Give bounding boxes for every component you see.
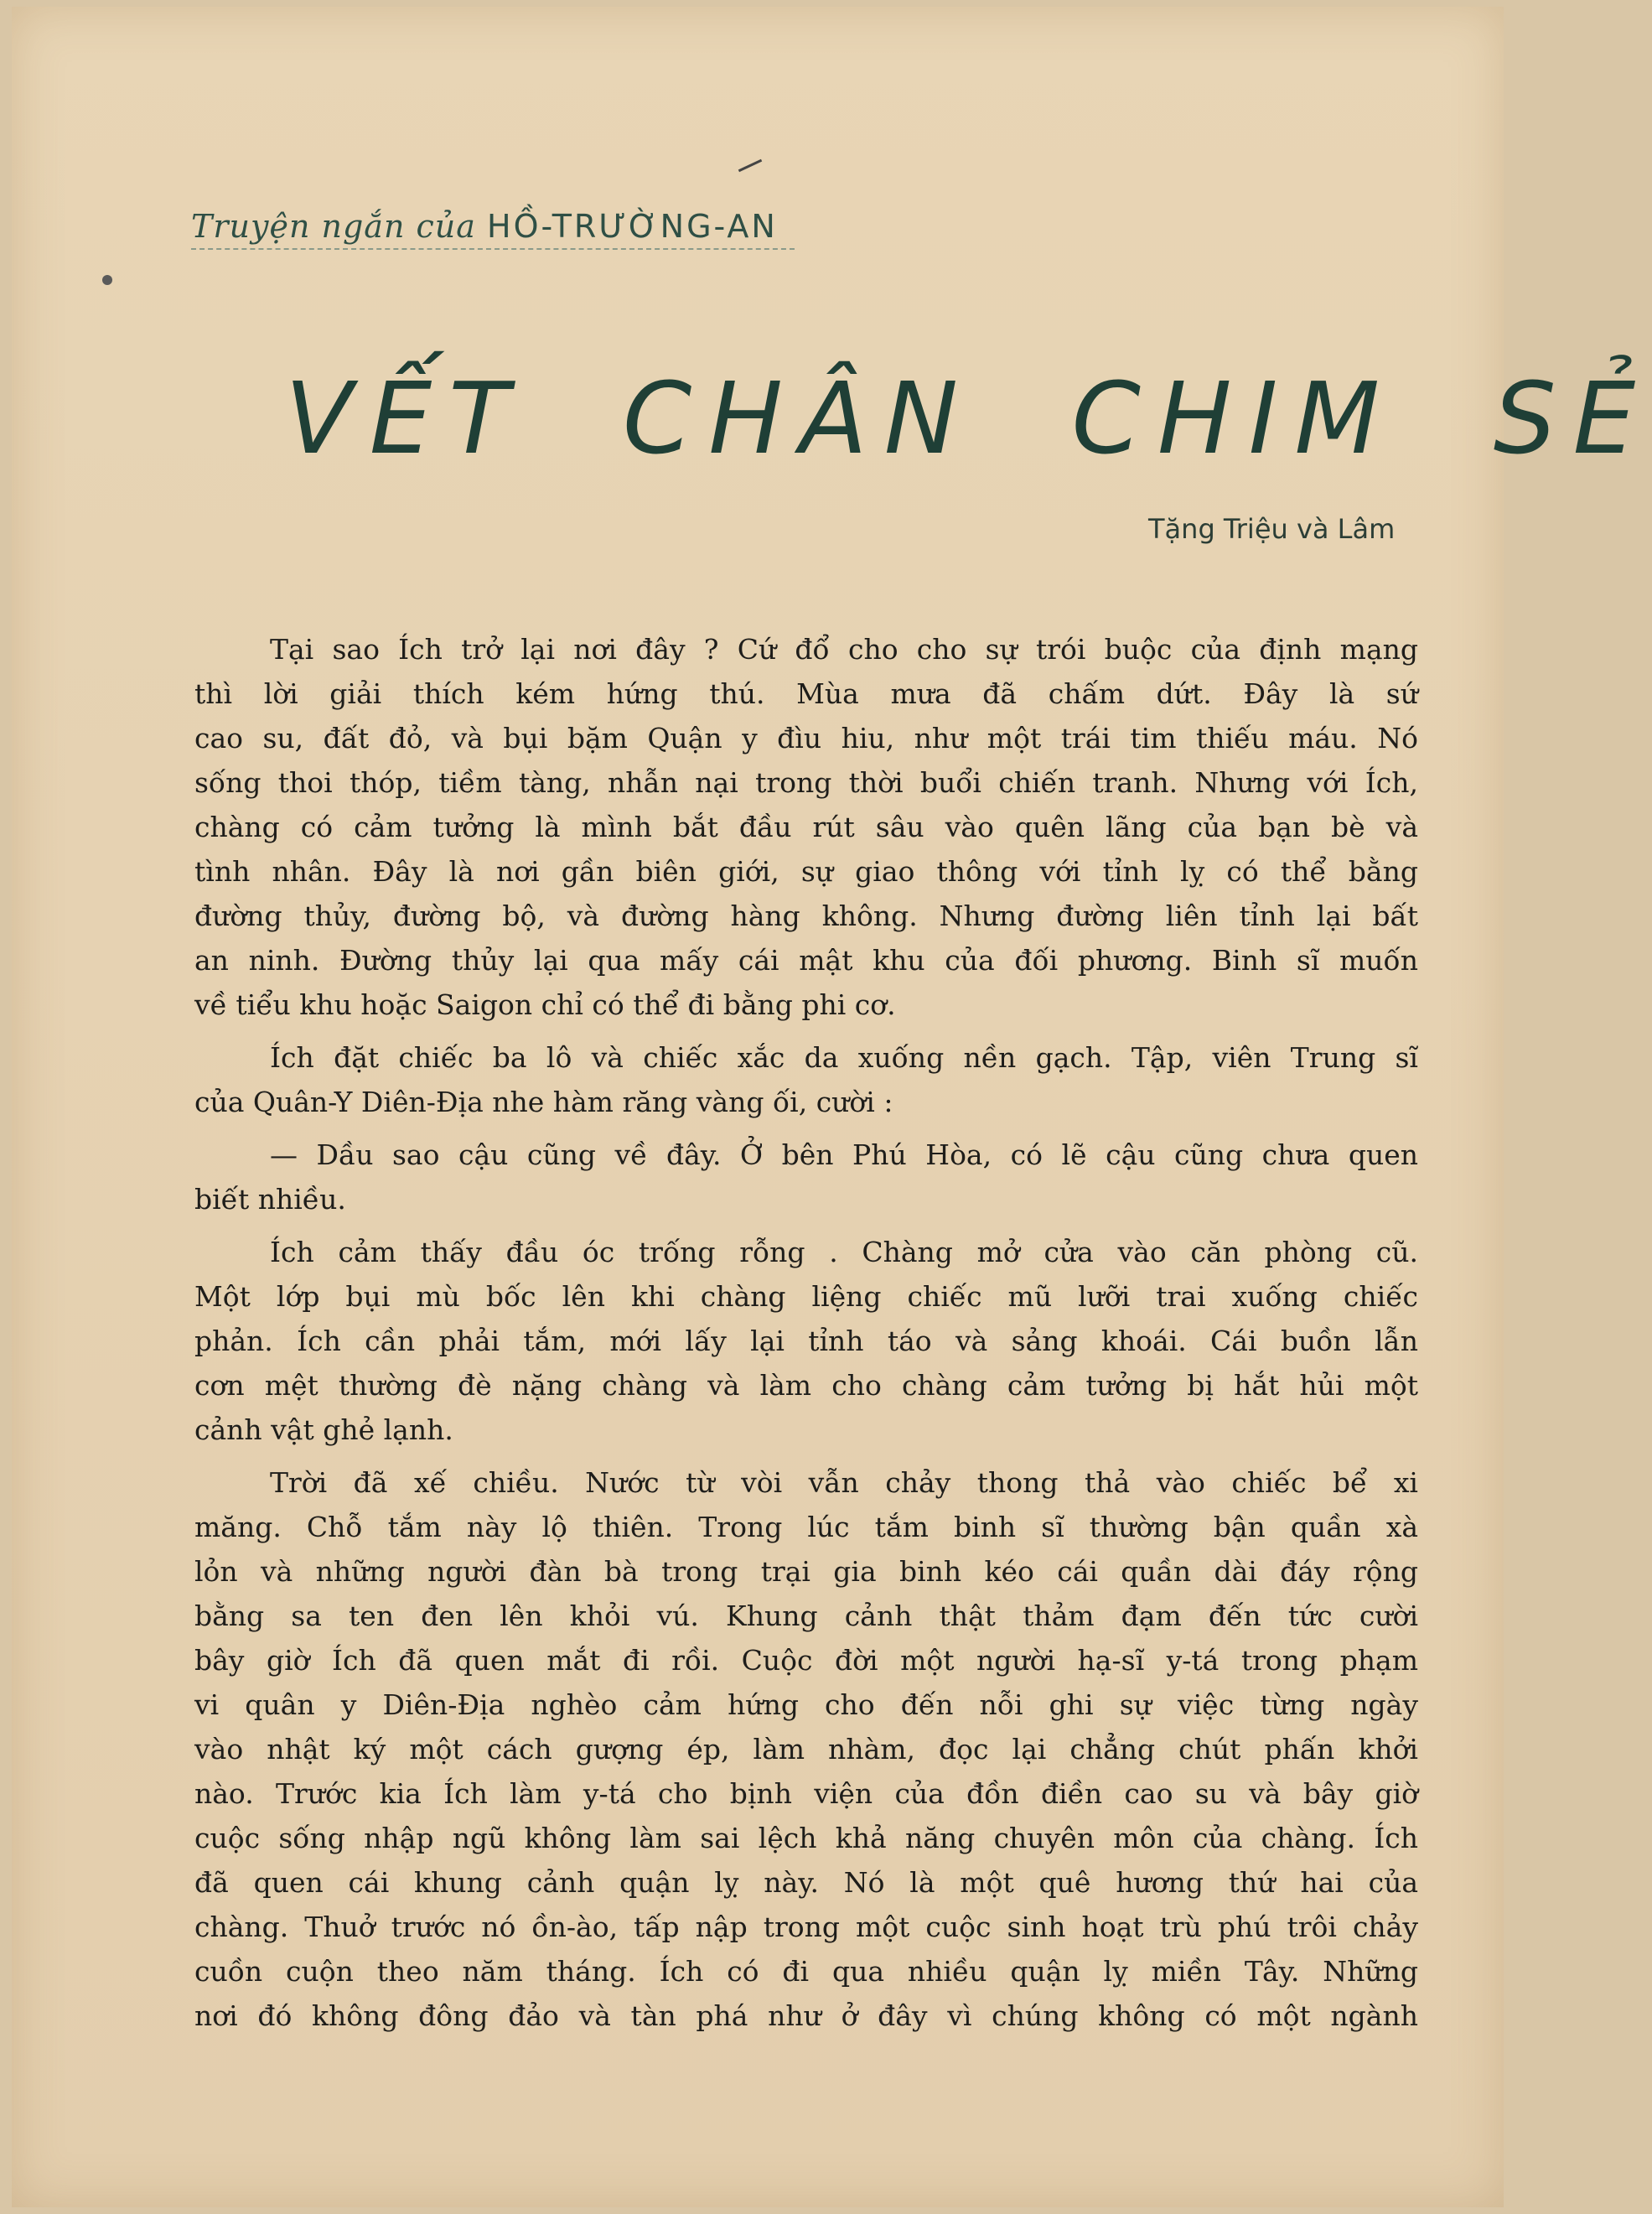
text-line: lỏn và những người đàn bà trong trại gia binh kéo cái quần dài đáy rộng	[194, 1555, 1418, 1588]
text-line: cảnh vật ghẻ lạnh.	[194, 1413, 453, 1446]
text-line: nơi đó không đông đảo và tàn phá như ở đây vì chúng không có một ngành	[194, 1999, 1418, 2032]
text-line: phản. Ích cần phải tắm, mới lấy lại tỉnh táo và sảng khoái. Cái buồn lẫn	[194, 1325, 1418, 1357]
paragraph	[194, 1035, 1418, 1124]
text-line: đã quen cái khung cảnh quận lỵ này. Nó là một quê hương thứ hai của	[194, 1866, 1418, 1899]
text-line: đường thủy, đường bộ, và đường hàng không. Nhưng đường liên tỉnh lại bất	[194, 900, 1418, 932]
text-line: của Quân-Y Diên-Địa nhe hàm răng vàng ối, cười :	[194, 1086, 893, 1118]
text-line: măng. Chỗ tắm này lộ thiên. Trong lúc tắm binh sĩ thường bận quần xà	[194, 1511, 1418, 1543]
text-line: — Dầu sao cậu cũng về đây. Ở bên Phú Hòa, có lẽ cậu cũng chưa quen	[270, 1138, 1418, 1171]
text-line: về tiểu khu hoặc Saigon chỉ có thể đi bằng phi cơ.	[194, 988, 896, 1021]
text-line: Tại sao Ích trở lại nơi đây ? Cứ đổ cho cho sự trói buộc của định mạng	[270, 633, 1418, 666]
ink-dot	[102, 275, 112, 285]
text-line: Trời đã xế chiều. Nước từ vòi vẫn chảy thong thả vào chiếc bể xi	[270, 1466, 1418, 1499]
story-body	[194, 627, 1418, 2038]
byline	[191, 208, 795, 250]
byline-author: HỒ-TRƯỜNG-AN	[487, 208, 778, 245]
text-line: vi quân y Diên-Địa nghèo cảm hứng cho đến nỗi ghi sự việc từng ngày	[194, 1688, 1418, 1721]
text-line: vào nhật ký một cách gượng ép, làm nhàm, đọc lại chẳng chút phấn khởi	[194, 1733, 1418, 1765]
text-line: an ninh. Đường thủy lại qua mấy cái mật khu của đối phương. Binh sĩ muốn	[194, 944, 1418, 977]
text-line: Ích cảm thấy đầu óc trống rỗng . Chàng mở cửa vào căn phòng cũ.	[270, 1236, 1418, 1268]
text-line: nào. Trước kia Ích làm y-tá cho bịnh viện của đồn điền cao su và bây giờ	[194, 1777, 1418, 1810]
paragraph	[194, 1230, 1418, 1452]
text-line: Ích đặt chiếc ba lô và chiếc xắc da xuống nền gạch. Tập, viên Trung sĩ	[270, 1041, 1418, 1074]
paragraph	[194, 1133, 1418, 1221]
text-line: tình nhân. Đây là nơi gần biên giới, sự giao thông với tỉnh lỵ có thể bằng	[194, 855, 1418, 888]
paragraph	[194, 627, 1418, 1027]
text-line: Một lớp bụi mù bốc lên khi chàng liệng chiếc mũ lưỡi trai xuống chiếc	[194, 1280, 1418, 1313]
text-line: chàng. Thuở trước nó ồn-ào, tấp nập trong một cuộc sinh hoạt trù phú trôi chảy	[194, 1911, 1418, 1943]
text-line: bằng sa ten đen lên khỏi vú. Khung cảnh thật thảm đạm đến tức cười	[194, 1600, 1418, 1632]
text-line: cuộc sống nhập ngũ không làm sai lệch khả năng chuyên môn của chàng. Ích	[194, 1822, 1418, 1854]
text-line: cuồn cuộn theo năm tháng. Ích có đi qua nhiều quận lỵ miền Tây. Những	[194, 1955, 1418, 1988]
text-line: thì lời giải thích kém hứng thú. Mùa mưa đã chấm dứt. Đây là sứ	[194, 677, 1418, 710]
story-title: VẾT CHÂN CHIM SẺ	[285, 360, 1652, 476]
text-line: sống thoi thóp, tiềm tàng, nhẫn nại trong thời buổi chiến tranh. Nhưng với Ích,	[194, 766, 1418, 799]
byline-prefix: Truyện ngắn của	[191, 208, 476, 245]
text-line: biết nhiều.	[194, 1183, 346, 1216]
text-line: cao su, đất đỏ, và bụi bặm Quận y đìu hiu, như một trái tim thiếu máu. Nó	[194, 722, 1418, 754]
text-line: cơn mệt thường đè nặng chàng và làm cho chàng cảm tưởng bị hắt hủi một	[194, 1369, 1418, 1402]
text-line: bây giờ Ích đã quen mắt đi rồi. Cuộc đời một người hạ-sĩ y-tá trong phạm	[194, 1644, 1418, 1677]
text-line: chàng có cảm tưởng là mình bắt đầu rút sâu vào quên lãng của bạn bè và	[194, 811, 1418, 843]
dedication: Tặng Triệu và Lâm	[1148, 513, 1396, 545]
paragraph	[194, 1460, 1418, 2038]
